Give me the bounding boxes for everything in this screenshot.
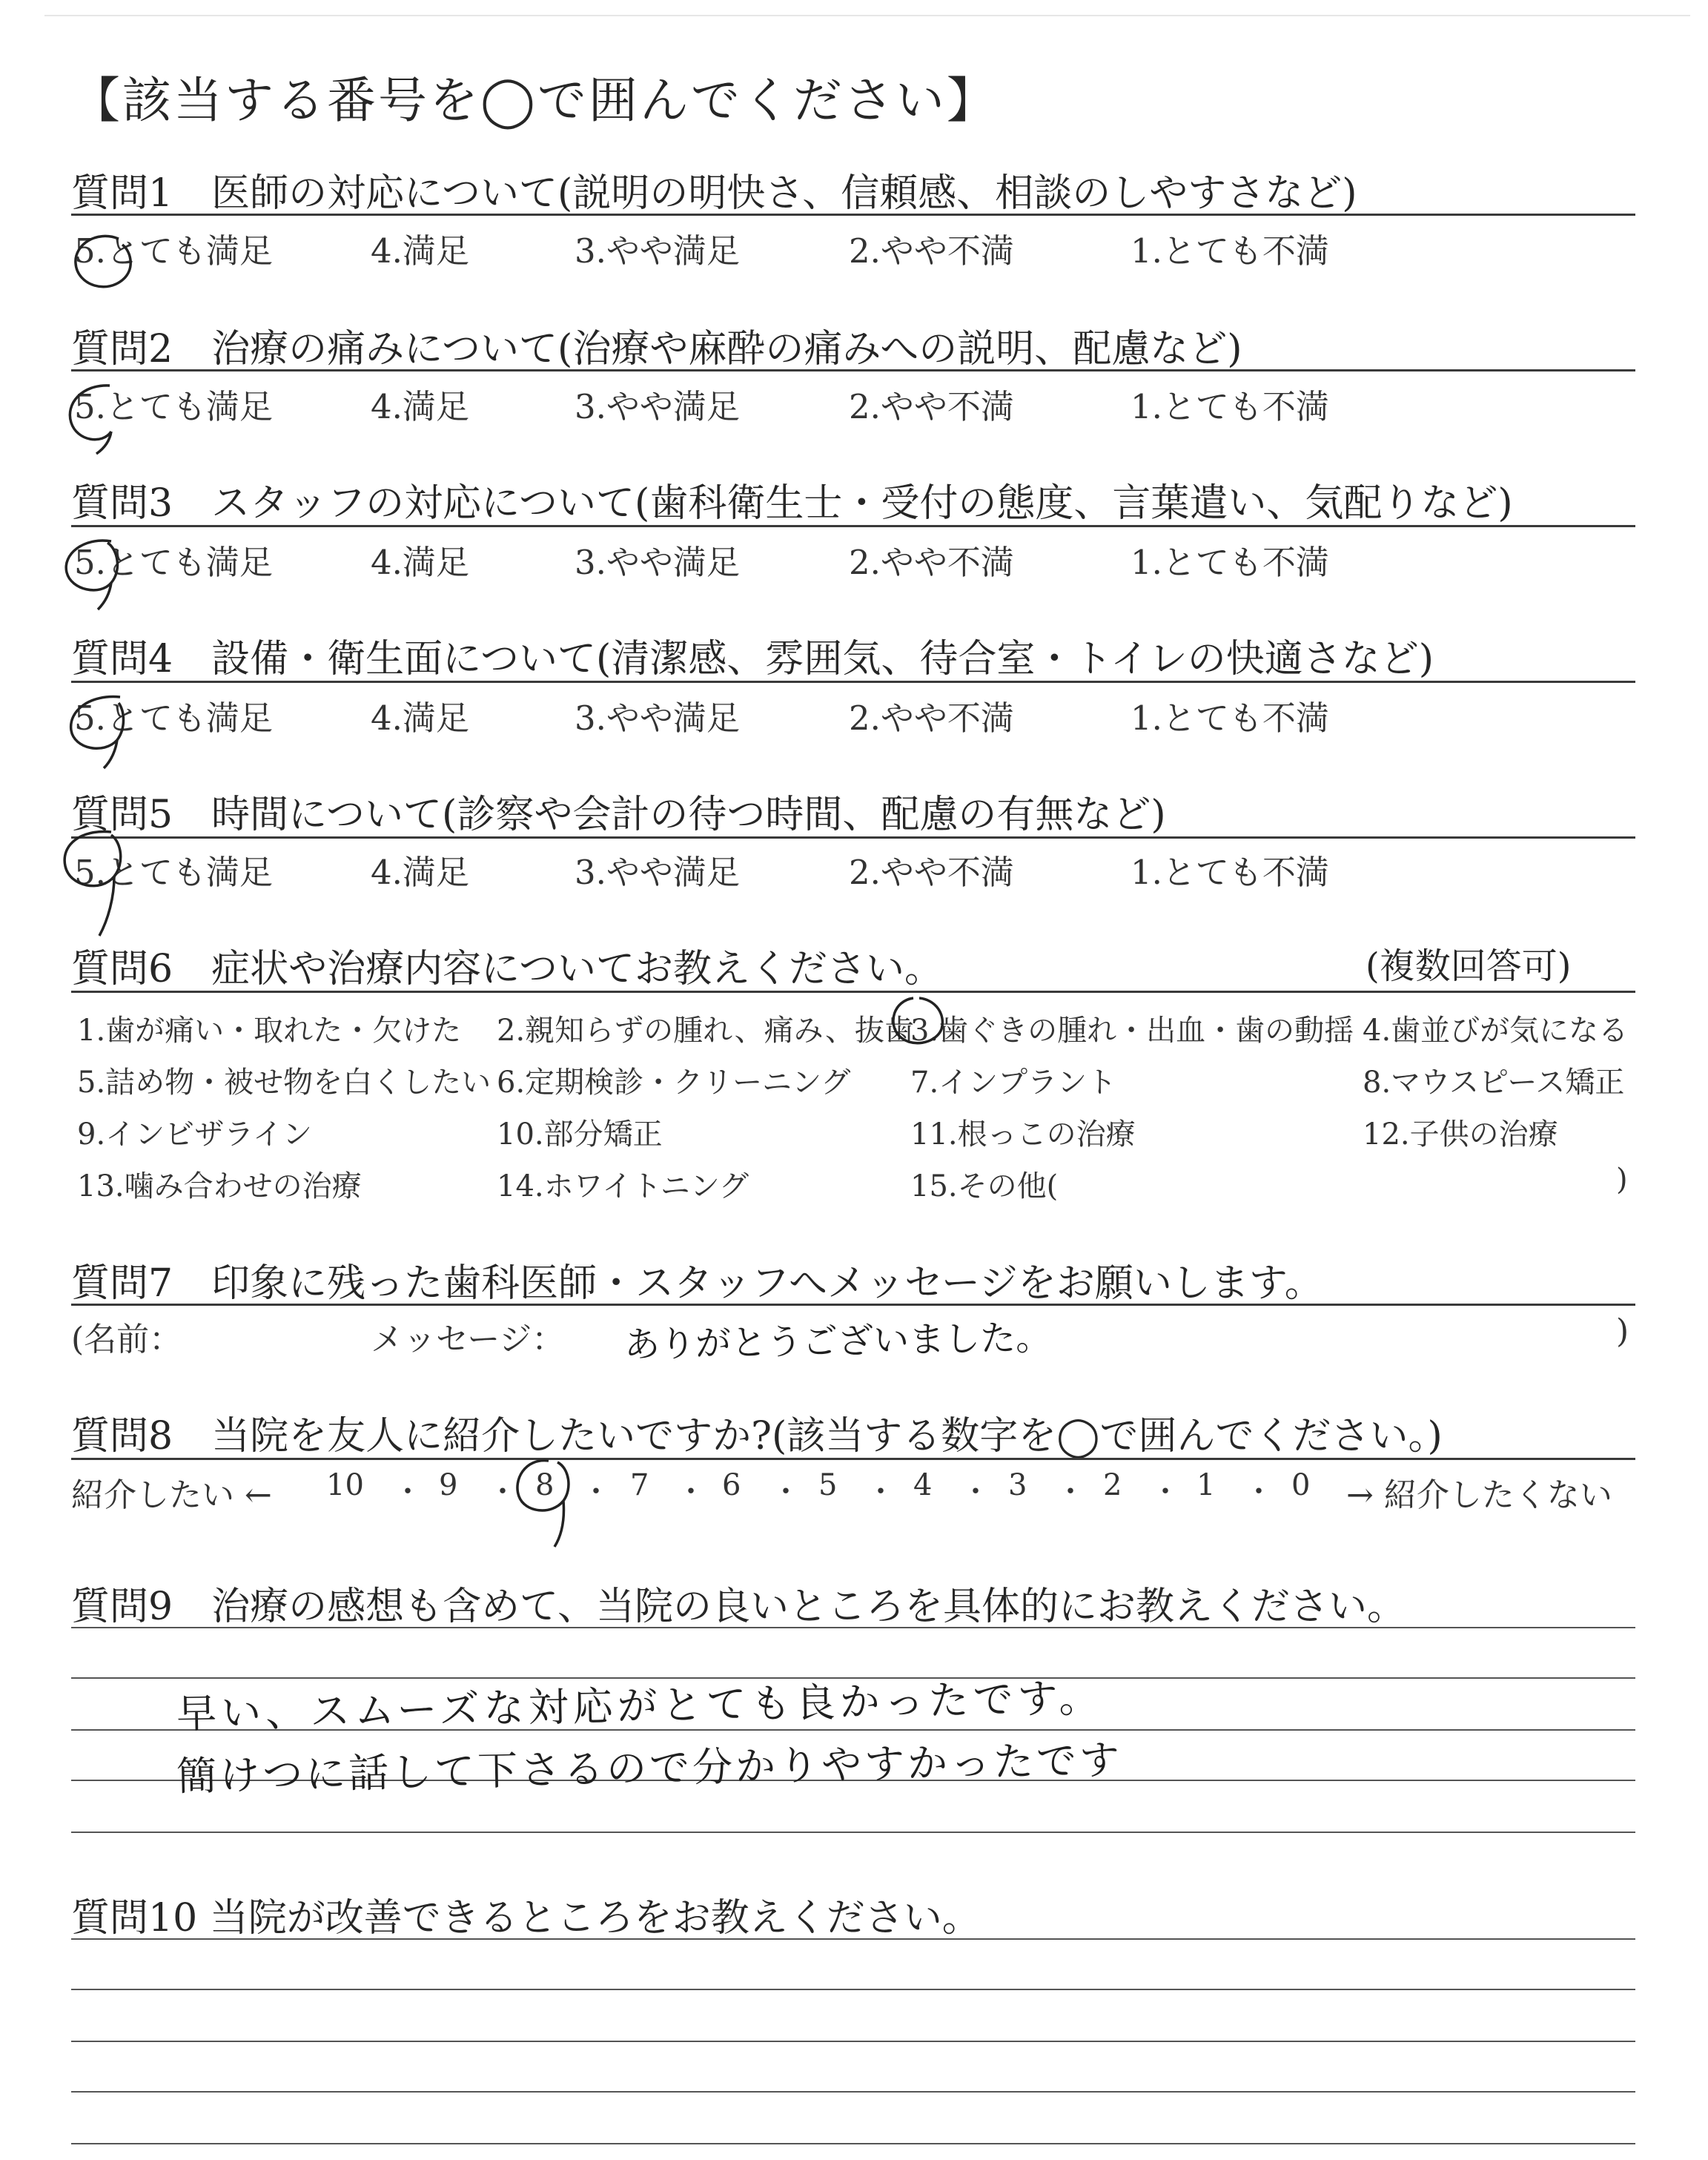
question-2-title: 質問2 治療の痛みについて(治療や麻酔の痛みへの説明、配慮など) [71,327,1242,371]
scale-5[interactable]: 5 [818,1468,838,1502]
q5-option-1[interactable]: 1.とても不満 [1131,853,1329,892]
q6-option-3[interactable]: 3.歯ぐきの腫れ・出血・歯の動揺 [910,1014,1354,1048]
question-4-title: 質問4 設備・衛生面について(清潔感、雰囲気、待合室・トイレの快適さなど) [71,637,1434,681]
scale-6[interactable]: 6 [722,1468,741,1502]
q3-option-5[interactable]: 5.とても満足 [74,543,273,582]
scale-separator: ・ [393,1475,423,1509]
scale-8[interactable]: 8 [535,1468,555,1502]
q6-option-7[interactable]: 7.インプラント [910,1066,1117,1100]
name-label: (名前： [71,1321,182,1358]
message-close: ) [1616,1312,1629,1350]
q1-option-3[interactable]: 3.やや満足 [575,231,740,271]
page-heading: 【該当する番号を◯で囲んでください】 [71,72,998,129]
q1-option-5[interactable]: 5.とても満足 [74,231,273,271]
scale-separator: ・ [1244,1475,1274,1509]
handwritten-message[interactable]: ありがとうございました。 [623,1316,1052,1367]
q4-option-5[interactable]: 5.とても満足 [74,698,273,738]
q6-option-8[interactable]: 8.マウスピース矯正 [1363,1066,1625,1100]
q6-option-4[interactable]: 4.歯並びが気になる [1363,1014,1629,1048]
q6-option-2[interactable]: 2.親知らずの腫れ、痛み、抜歯 [497,1014,914,1048]
handwritten-answer-line-2[interactable]: 簡けつに話して下さるので分かりやすかったです [176,1736,1123,1800]
q1-option-2[interactable]: 2.やや不満 [849,231,1014,271]
scale-2[interactable]: 2 [1103,1468,1122,1502]
question-6-title: 質問6 症状や治療内容についてお教えください。 [71,947,944,991]
q6-option-6[interactable]: 6.定期検診・クリーニング [497,1066,851,1100]
q3-selection-circle [66,541,117,610]
q4-selection-circle [71,697,124,768]
scale-separator: ・ [676,1475,706,1509]
q2-option-4[interactable]: 4.満足 [371,387,469,426]
scale-separator: ・ [581,1475,611,1509]
q6-option-5[interactable]: 5.詰め物・被せ物を白くしたい [77,1066,491,1100]
q2-option-3[interactable]: 3.やや満足 [575,387,740,426]
q2-option-1[interactable]: 1.とても不満 [1131,387,1329,426]
q5-option-5[interactable]: 5.とても満足 [74,853,273,892]
question-9-title: 質問9 治療の感想も含めて、当院の良いところを具体的にお教えください。 [71,1585,1406,1629]
q6-option-15[interactable]: 15.その他( [910,1169,1059,1203]
q6-option-11[interactable]: 11.根っこの治療 [910,1117,1136,1152]
scale-separator: ・ [866,1475,896,1509]
scale-separator: ・ [1056,1475,1085,1509]
q1-option-4[interactable]: 4.満足 [371,231,469,271]
q5-option-4[interactable]: 4.満足 [371,853,469,892]
q6-selection-circle [893,998,942,1043]
question-10-title: 質問10 当院が改善できるところをお教えください。 [71,1896,981,1941]
q5-option-2[interactable]: 2.やや不満 [849,853,1014,892]
scale-0[interactable]: 0 [1291,1468,1311,1502]
scale-7[interactable]: 7 [630,1468,649,1502]
q1-option-1[interactable]: 1.とても不満 [1131,231,1329,271]
q4-option-4[interactable]: 4.満足 [371,698,469,738]
q6-option-14[interactable]: 14.ホワイトニング [497,1169,749,1203]
scale-3[interactable]: 3 [1008,1468,1027,1502]
scale-1[interactable]: 1 [1196,1468,1216,1502]
q6-option-10[interactable]: 10.部分矯正 [497,1117,663,1152]
q4-option-2[interactable]: 2.やや不満 [849,698,1014,738]
q6-option-13[interactable]: 13.噛み合わせの治療 [77,1169,362,1203]
scale-separator: ・ [771,1475,801,1509]
message-label: メッセージ： [371,1321,565,1358]
q5-selection-circle [64,832,121,936]
recommend-left-label: 紹介したい ← [71,1476,272,1514]
scale-separator: ・ [488,1475,517,1509]
scale-10[interactable]: 10 [326,1468,364,1502]
q3-option-4[interactable]: 4.満足 [371,543,469,582]
recommend-right-label: → 紹介したくない [1346,1476,1612,1514]
q1-selection-circle [76,236,130,286]
q6-option-1[interactable]: 1.歯が痛い・取れた・欠けた [77,1014,462,1048]
question-1-title: 質問1 医師の対応について(説明の明快さ、信頼感、相談のしやすさなど) [71,171,1357,216]
q2-selection-circle [70,386,111,454]
q2-option-2[interactable]: 2.やや不満 [849,387,1014,426]
question-5-title: 質問5 時間について(診察や会計の待つ時間、配慮の有無など) [71,793,1166,837]
question-7-title: 質問7 印象に残った歯科医師・スタッフへメッセージをお願いします。 [71,1261,1323,1306]
q4-option-1[interactable]: 1.とても不満 [1131,698,1329,738]
handwritten-answer-line-1[interactable]: 早い、スムーズな対応がとても良かったです。 [176,1674,1104,1737]
q6-other-close: ) [1616,1163,1628,1197]
q3-option-1[interactable]: 1.とても不満 [1131,543,1329,582]
scale-separator: ・ [1151,1475,1180,1509]
q5-option-3[interactable]: 3.やや満足 [575,853,740,892]
multiple-answer-note: (複数回答可) [1366,945,1572,987]
q4-option-3[interactable]: 3.やや満足 [575,698,740,738]
question-8-title: 質問8 当院を友人に紹介したいですか?(該当する数字を◯で囲んでください。) [71,1414,1443,1459]
q3-option-3[interactable]: 3.やや満足 [575,543,740,582]
q3-option-2[interactable]: 2.やや不満 [849,543,1014,582]
q6-option-9[interactable]: 9.インビザライン [77,1117,312,1152]
scale-4[interactable]: 4 [913,1468,933,1502]
q6-option-12[interactable]: 12.子供の治療 [1363,1117,1558,1152]
scale-separator: ・ [961,1475,990,1509]
scale-9[interactable]: 9 [439,1468,458,1502]
q8-selection-circle [517,1461,569,1547]
q2-option-5[interactable]: 5.とても満足 [74,387,273,426]
question-3-title: 質問3 スタッフの対応について(歯科衛生士・受付の態度、言葉遣い、気配りなど) [71,481,1513,526]
